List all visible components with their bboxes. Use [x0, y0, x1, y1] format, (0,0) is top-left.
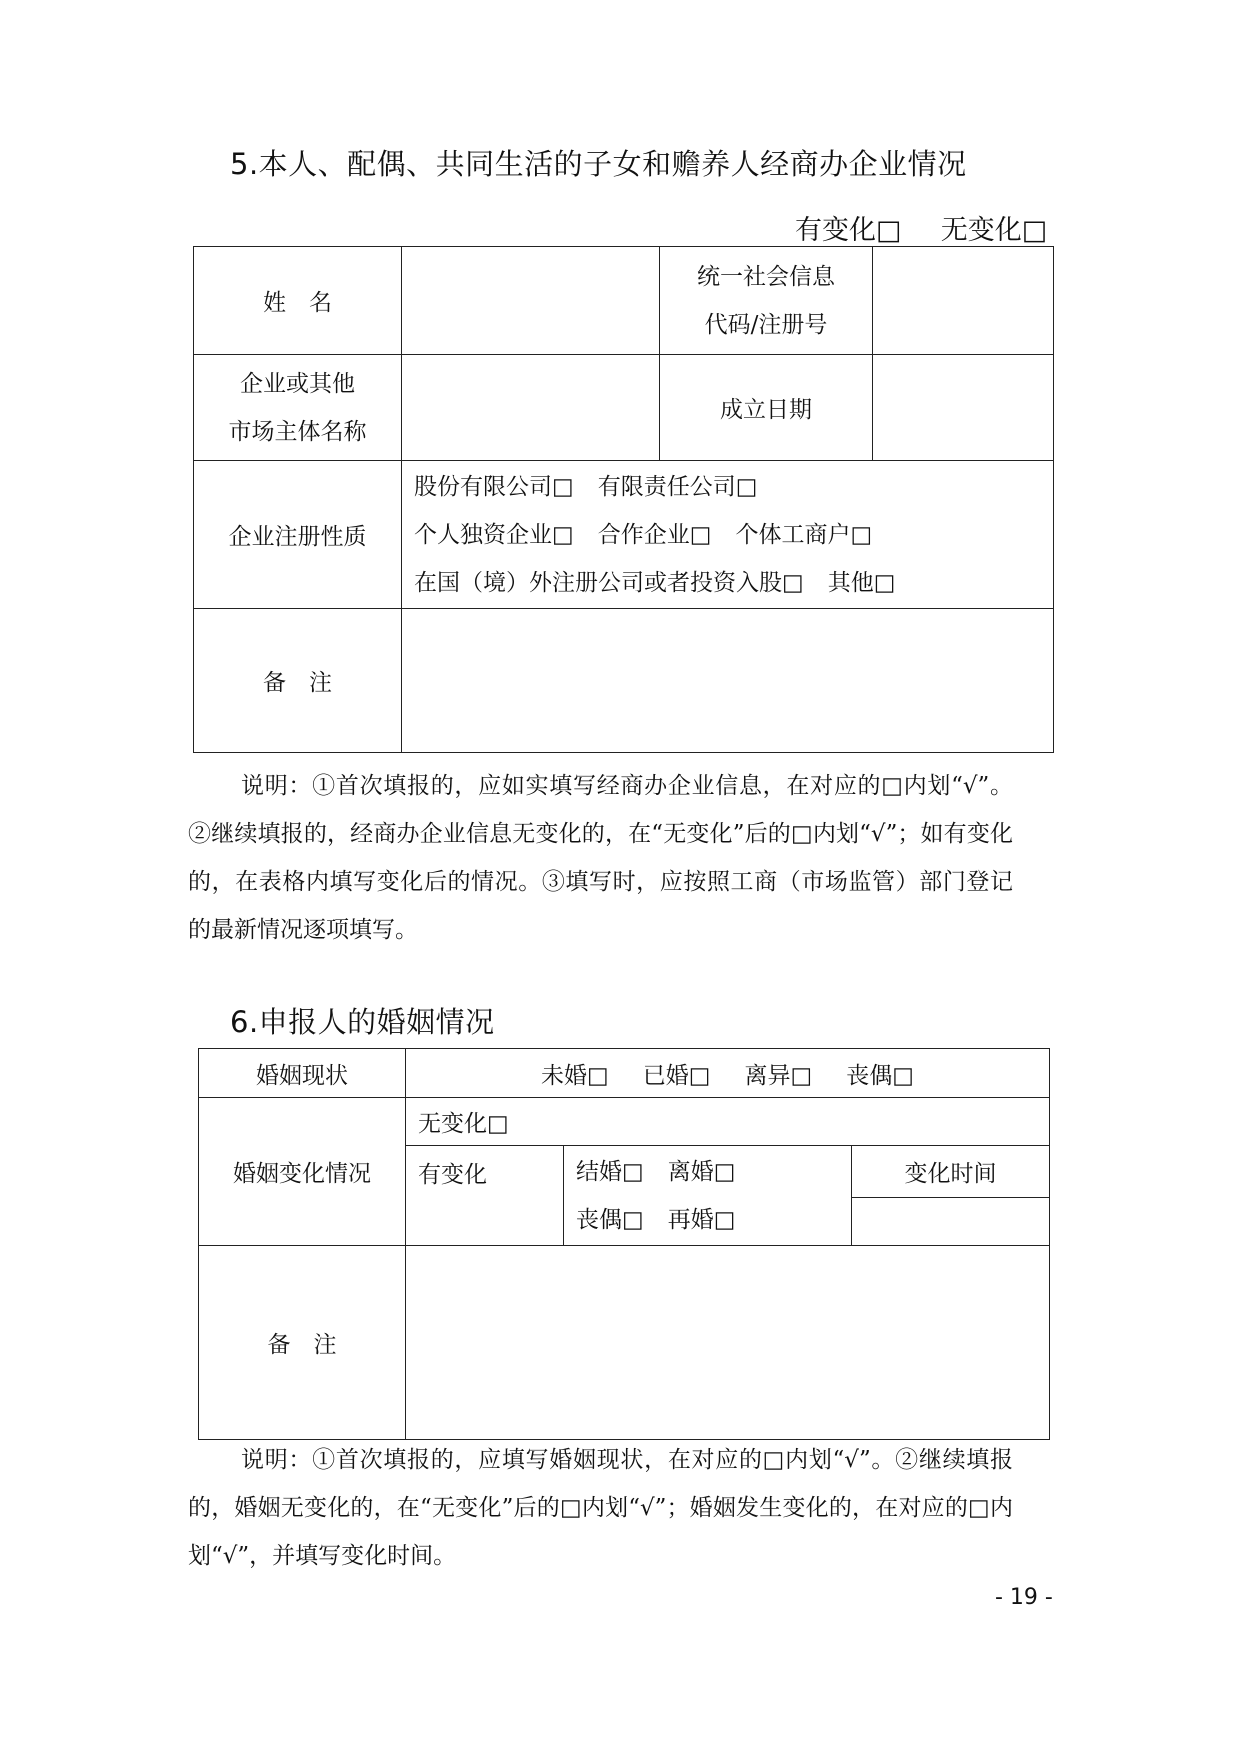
- credit-code-label: [660, 247, 873, 355]
- marital-option-unmarried[interactable]: 未婚□: [541, 1062, 609, 1089]
- marital-status-options: [406, 1049, 1050, 1098]
- has-change-label: 有变化: [406, 1146, 564, 1246]
- change-option-divorce[interactable]: 离婚□: [667, 1158, 736, 1185]
- nature-option-other[interactable]: 其他□: [827, 569, 896, 596]
- marital-option-divorced[interactable]: 离异□: [744, 1062, 813, 1089]
- credit-code-value-cell[interactable]: [873, 247, 1054, 355]
- section5-title: [230, 142, 967, 183]
- marriage-remark-value-cell[interactable]: [406, 1246, 1050, 1440]
- section6-title: [230, 1000, 495, 1041]
- change-option-marriage[interactable]: 结婚□: [576, 1158, 644, 1185]
- nature-options-row: [414, 511, 1053, 559]
- enterprise-table: [193, 246, 1054, 753]
- section6-note: [188, 1436, 1013, 1580]
- nature-option-limited-liability[interactable]: 有限责任公司□: [597, 473, 758, 500]
- nature-option-partnership[interactable]: 合作企业□: [597, 521, 712, 548]
- section6-note-text: 说明：①首次填报的，应填写婚姻现状，在对应的□内划“√”。②继续填报的，婚姻无变化的，在“无变化”后的□内划“√”；婚姻发生变化的，在对应的□内划“√”，并填写变化时间。: [188, 1447, 1013, 1569]
- remark-label: 备 注: [194, 609, 402, 753]
- nature-option-overseas-company[interactable]: 在国（境）外注册公司或者投资入股□: [414, 569, 804, 596]
- nature-options-row: [414, 463, 1053, 511]
- change-option-remarriage[interactable]: 再婚□: [667, 1206, 736, 1233]
- name-value-cell[interactable]: [402, 247, 660, 355]
- change-options-row: [576, 1148, 851, 1196]
- no-change-checkbox[interactable]: 无变化□: [406, 1098, 1050, 1146]
- nature-option-sole-proprietorship[interactable]: 个人独资企业□: [414, 521, 574, 548]
- change-time-value-cell[interactable]: [852, 1198, 1050, 1246]
- change-options-row: [576, 1196, 851, 1244]
- founded-date-label: 成立日期: [660, 355, 873, 461]
- page-number: - 19 -: [995, 1585, 1053, 1610]
- section5-change-status: [795, 208, 1047, 247]
- section5-title-number: 5.: [230, 147, 259, 181]
- change-time-label: 变化时间: [852, 1146, 1050, 1198]
- remark-value-cell[interactable]: [402, 609, 1054, 753]
- section6-title-text: 申报人的婚姻情况: [258, 1005, 495, 1039]
- marital-option-married[interactable]: 已婚□: [642, 1062, 711, 1089]
- nature-option-joint-stock[interactable]: 股份有限公司□: [414, 473, 574, 500]
- enterprise-name-label-line2: 市场主体名称: [228, 418, 367, 445]
- status-changed-checkbox[interactable]: 有变化□: [795, 215, 902, 246]
- change-type-options: [564, 1146, 852, 1246]
- founded-date-value-cell[interactable]: [873, 355, 1054, 461]
- marriage-table: [198, 1048, 1050, 1440]
- enterprise-name-label-line1: 企业或其他: [240, 370, 355, 397]
- name-label: 姓 名: [194, 247, 402, 355]
- nature-option-individual-business[interactable]: 个体工商户□: [735, 521, 873, 548]
- credit-code-label-line2: 代码/注册号: [704, 311, 828, 338]
- registration-nature-label: 企业注册性质: [194, 461, 402, 609]
- marital-option-widowed[interactable]: 丧偶□: [846, 1062, 914, 1089]
- nature-options-row: [414, 559, 1053, 607]
- section5-title-text: 本人、配偶、共同生活的子女和赡养人经商办企业情况: [258, 147, 967, 181]
- enterprise-name-label: [194, 355, 402, 461]
- credit-code-label-line1: 统一社会信息: [697, 263, 835, 290]
- section5-note-text: 说明：①首次填报的，应如实填写经商办企业信息，在对应的□内划“√”。②继续填报的，经商办企业信息无变化的，在“无变化”后的□内划“√”；如有变化的，在表格内填写变化后的情况。③填写时，应按照工商（市场监管）部门登记的最新情况逐项填写。: [188, 773, 1013, 943]
- section5-note: [188, 762, 1013, 954]
- status-unchanged-checkbox[interactable]: 无变化□: [940, 215, 1048, 246]
- marital-status-label: 婚姻现状: [199, 1049, 406, 1098]
- marriage-change-label: 婚姻变化情况: [199, 1098, 406, 1246]
- section6-title-number: 6.: [230, 1005, 259, 1039]
- enterprise-name-value-cell[interactable]: [402, 355, 660, 461]
- marriage-remark-label: 备 注: [199, 1246, 406, 1440]
- registration-nature-options: [402, 461, 1054, 609]
- change-option-widowed[interactable]: 丧偶□: [576, 1206, 644, 1233]
